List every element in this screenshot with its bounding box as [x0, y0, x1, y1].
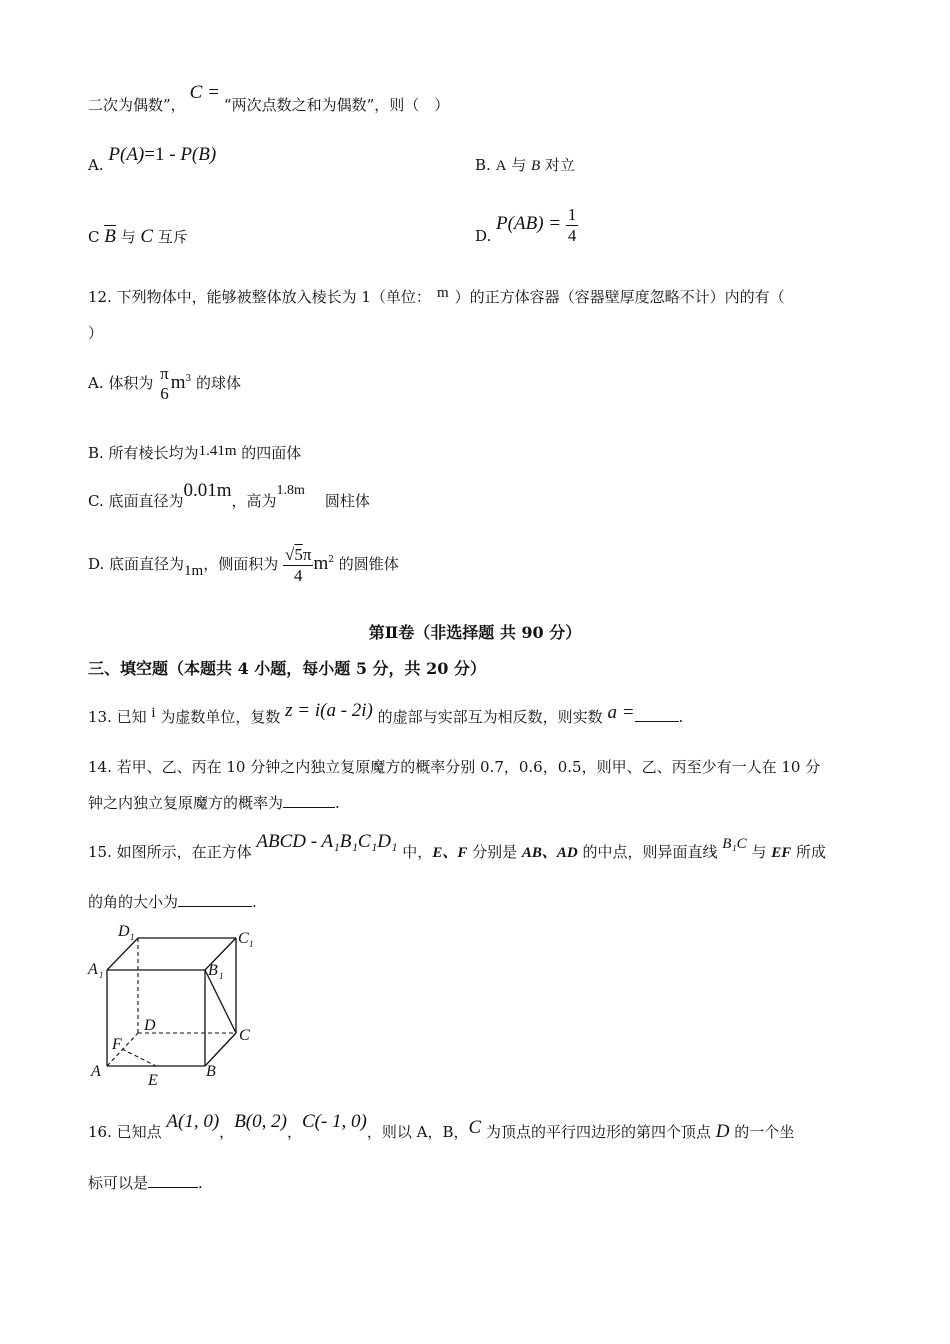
q16-line2-pre: 标可以是: [88, 1174, 149, 1192]
q14-line2-pre: 钟之内独立复原魔方的概率为: [88, 794, 284, 812]
edge-a1-d1: [107, 938, 138, 970]
q11-c-mid: 与: [115, 228, 141, 246]
q15-mid3: 的中点，则异面直线: [577, 843, 723, 861]
q13-a: a =: [607, 702, 635, 723]
q11-d-expr: P(AB) =: [496, 213, 562, 234]
q15-mid2: 分别是: [467, 843, 522, 861]
label-a: A: [91, 1063, 101, 1080]
q11-option-b: [475, 155, 575, 176]
label-d1-sub: 1: [130, 932, 135, 942]
q12-a-exp: 3: [185, 374, 192, 384]
q12-c-tail: 圆柱体: [324, 492, 370, 510]
q16-mid: ，则以 A，B，: [366, 1123, 469, 1141]
q16-post: 的一个坐: [729, 1123, 795, 1141]
q14-line2-post: .: [335, 794, 340, 812]
q16-p2: B(0, 2): [234, 1111, 287, 1132]
q11-d-fraction: [566, 205, 579, 246]
q12-d-tail: 的圆锥体: [333, 555, 399, 573]
label-d1: D: [118, 923, 130, 940]
q11-a-label: A.: [88, 156, 104, 174]
q15-stem: [88, 831, 827, 863]
label-a1: A: [88, 961, 98, 978]
q11-c-eq: C =: [189, 82, 220, 103]
q12-stem-unit: m: [436, 285, 449, 301]
q11-c-v1: $\overline{B}$: [104, 226, 116, 247]
q16-mid2: 为顶点的平行四边形的第四个顶点: [481, 1123, 716, 1141]
segment-f-e: [122, 1049, 156, 1066]
q14-line1: 14. 若甲、乙、丙在 10 分钟之内独立复原魔方的概率分别 0.7，0.6，0.5，则甲、乙、丙至少有一人在 10 分: [88, 758, 821, 776]
q12-d-label: D. 底面直径为: [88, 555, 185, 573]
q12-d-fraction: [283, 545, 313, 586]
q15-line2-pre: 的角的大小为: [88, 893, 179, 911]
q15-ef: E、F: [432, 845, 468, 861]
q11-d-den: 4: [567, 225, 577, 245]
q15-mid5: 所成: [791, 843, 827, 861]
q15-line: B₁C: [722, 836, 747, 852]
q13-stem: [88, 700, 684, 728]
q12-b-val: 1.41m: [198, 443, 237, 459]
q11-option-c: [88, 227, 188, 247]
q11-a-expr-left: P(A): [108, 144, 145, 165]
q12-a-label: A. 体积为: [88, 374, 154, 392]
q13-post: .: [678, 708, 684, 726]
q16-pre: 16. 已知点: [88, 1123, 167, 1141]
label-b1-sub: 1: [219, 971, 224, 981]
label-b1: B: [208, 962, 218, 979]
q11-d-num: 1: [567, 204, 577, 224]
q11-a-expr-right: P(B): [180, 144, 217, 165]
q12-d-val1: 1m: [184, 563, 204, 579]
q13-i: i: [151, 705, 156, 721]
q12-option-a: [88, 362, 241, 407]
q16-sep2: ，: [286, 1123, 302, 1141]
q11-option-d: [475, 200, 578, 248]
q12-a-tail: 的球体: [191, 374, 242, 392]
label-f: F: [112, 1036, 122, 1053]
q15-segs: AB、AD: [521, 845, 578, 861]
q16-answer-blank[interactable]: [148, 1173, 198, 1188]
edge-b-c: [205, 1033, 236, 1066]
label-a1-sub: 1: [99, 970, 104, 980]
q12-d-exp: 2: [328, 555, 334, 565]
q13-answer-blank[interactable]: [635, 707, 679, 722]
q11-b-tail: 对立: [540, 156, 575, 174]
q12-option-b: [88, 443, 301, 464]
q16-p1: A(1, 0): [166, 1111, 220, 1132]
q16-c: C: [468, 1117, 482, 1138]
q15-pre: 15. 如图所示，在正方体: [88, 843, 257, 861]
q12-d-unit: m: [313, 553, 329, 574]
q12-c-label: C. 底面直径为: [88, 492, 184, 510]
q11-stem-line: [88, 82, 450, 115]
q12-d-num-tail: π: [302, 544, 312, 564]
q12-c-val1: 0.01m: [183, 480, 232, 501]
q15-answer-blank[interactable]: [178, 892, 252, 907]
q15-mid4: 与: [746, 843, 772, 861]
q12-c-val2: 1.8m: [276, 483, 305, 498]
q16-line2-post: .: [198, 1174, 203, 1192]
q15-cube: ABCD - A₁B₁C₁D₁: [256, 831, 398, 852]
label-d: D: [144, 1017, 156, 1034]
label-c: C: [239, 1027, 250, 1044]
q12-option-d: [88, 540, 399, 591]
q12-d-den: 4: [293, 565, 303, 585]
q13-mid1: 为虚数单位，复数: [155, 708, 286, 726]
q12-d-num: √5π: [285, 544, 312, 564]
section-subtitle: 三、填空题（本题共 4 小题，每小题 5 分，共 20 分）: [88, 659, 486, 678]
q14-line2: [88, 793, 340, 813]
q15-mid1: 中，: [397, 843, 433, 861]
q12-a-unit: m: [170, 372, 186, 393]
q16-p3: C(- 1, 0): [301, 1111, 367, 1132]
q14-answer-blank[interactable]: [283, 793, 335, 808]
q13-mid2: 的虚部与实部互为相反数，则实数: [372, 708, 608, 726]
q12-a-fraction: [158, 364, 171, 404]
cube-figure: [86, 918, 266, 1090]
q11-stem-post: “两次点数之和为偶数”，则（ ）: [223, 96, 450, 114]
q12-d-mid: ，侧面积为: [203, 555, 279, 573]
q12-c-mid: ，高为: [231, 492, 277, 510]
label-c1: C: [238, 930, 249, 947]
label-b: B: [206, 1063, 216, 1080]
q15-ef2: EF: [771, 845, 792, 861]
q16-stem: [88, 1111, 795, 1142]
q12-a-den: 6: [160, 384, 169, 403]
q12-stem-post: ）的正方体容器（容器壁厚度忽略不计）内的有（: [454, 288, 785, 306]
q13-pre: 13. 已知: [88, 708, 152, 726]
q12-a-num: π: [160, 364, 169, 383]
q11-b-label: B.: [475, 156, 491, 174]
q15-line2: [88, 892, 257, 912]
label-c1-sub: 1: [249, 939, 254, 949]
label-e: E: [148, 1072, 158, 1089]
q16-d: D: [715, 1121, 730, 1142]
q12-option-c: [88, 480, 370, 513]
q11-c-v2: C: [140, 226, 154, 247]
q11-option-a: [88, 144, 217, 175]
q11-stem-pre: 二次为偶数”，: [88, 96, 186, 114]
q11-b-mid: 与: [506, 156, 531, 174]
q12-d-num-root: 5: [294, 544, 303, 564]
q16-line2: [88, 1173, 203, 1193]
section-title: 第Ⅱ卷（非选择题 共 90 分）: [368, 623, 582, 642]
q12-stem-pre: 12. 下列物体中，能够被整体放入棱长为 1（单位：: [88, 288, 431, 306]
q11-d-label: D.: [475, 227, 492, 245]
q11-a-expr-mid: =1 -: [144, 144, 181, 165]
q11-b-v1: A: [495, 158, 507, 174]
q12-stem: [88, 287, 785, 308]
q11-c-tail: 互斥: [153, 228, 188, 246]
q12-b-tail: 的四面体: [236, 444, 302, 462]
q11-b-v2: B: [530, 158, 541, 174]
q15-line2-post: .: [252, 893, 257, 911]
q12-b-label: B. 所有棱长均为: [88, 444, 199, 462]
q11-c-label: C: [88, 228, 100, 246]
q12-stem-close: ）: [88, 324, 104, 342]
q16-sep1: ，: [219, 1123, 235, 1141]
q13-expr: z = i(a - 2i): [285, 700, 373, 721]
